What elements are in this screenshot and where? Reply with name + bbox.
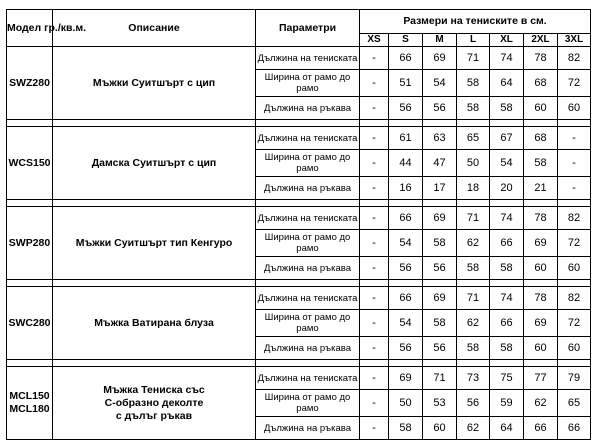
value-cell: 71 (457, 47, 490, 70)
table-row (7, 207, 591, 230)
separator-cell (423, 120, 457, 127)
value-cell: 56 (457, 390, 490, 417)
value-cell: 51 (389, 70, 423, 97)
model-line: MCL180 (9, 403, 50, 415)
separator-cell (423, 280, 457, 287)
value-cell: 60 (524, 97, 558, 120)
value-cell: 58 (457, 337, 490, 360)
table-body (7, 47, 591, 440)
value-cell: 58 (423, 230, 457, 257)
value-cell: 78 (524, 47, 558, 70)
parameter-cell: Ширина от рамо до рамо (256, 150, 360, 177)
separator-cell (558, 200, 591, 207)
value-cell: 66 (524, 417, 558, 440)
separator-cell (423, 360, 457, 367)
value-cell: 74 (490, 47, 524, 70)
value-cell: - (360, 70, 389, 97)
value-cell: 58 (457, 70, 490, 97)
value-cell: - (360, 207, 389, 230)
value-cell: 56 (389, 257, 423, 280)
separator-cell (524, 120, 558, 127)
header-size-xs: XS (360, 33, 389, 46)
value-cell: 69 (423, 47, 457, 70)
value-cell: 66 (490, 230, 524, 257)
value-cell: 64 (490, 70, 524, 97)
table-row (7, 127, 591, 150)
value-cell: 56 (423, 337, 457, 360)
value-cell: - (360, 310, 389, 337)
description-cell: Мъжки Суитшърт с цип (53, 47, 256, 120)
value-cell: - (360, 417, 389, 440)
value-cell: 72 (558, 70, 591, 97)
value-cell: 82 (558, 287, 591, 310)
value-cell: 75 (490, 367, 524, 390)
value-cell: 66 (490, 310, 524, 337)
group-separator (7, 200, 591, 207)
value-cell: 65 (457, 127, 490, 150)
value-cell: - (360, 287, 389, 310)
header-size-xl: XL (490, 33, 524, 46)
description-cell: Мъжка Ватирана блуза (53, 287, 256, 360)
separator-cell (7, 120, 53, 127)
separator-cell (490, 360, 524, 367)
value-cell: 60 (558, 337, 591, 360)
separator-cell (256, 360, 360, 367)
parameter-cell: Ширина от рамо до рамо (256, 390, 360, 417)
separator-cell (53, 280, 256, 287)
value-cell: 58 (389, 417, 423, 440)
description-line: Мъжка Тениска със (103, 383, 205, 396)
table-row (7, 287, 591, 310)
header-model: Модел гр./кв.м. (7, 10, 53, 47)
group-separator (7, 280, 591, 287)
value-cell: 67 (490, 127, 524, 150)
value-cell: 73 (457, 367, 490, 390)
value-cell: 54 (490, 150, 524, 177)
value-cell: - (360, 390, 389, 417)
separator-cell (360, 360, 389, 367)
value-cell: 50 (389, 390, 423, 417)
description-cell (53, 367, 256, 440)
description-line: С-образно деколте (104, 396, 204, 409)
value-cell: 66 (558, 417, 591, 440)
value-cell: 77 (524, 367, 558, 390)
separator-cell (389, 120, 423, 127)
value-cell: 78 (524, 207, 558, 230)
value-cell: 60 (423, 417, 457, 440)
value-cell: 61 (389, 127, 423, 150)
value-cell: - (360, 337, 389, 360)
value-cell: 69 (423, 207, 457, 230)
separator-cell (53, 360, 256, 367)
separator-cell (490, 280, 524, 287)
parameter-cell: Дължина на ръкава (256, 337, 360, 360)
value-cell: 58 (524, 150, 558, 177)
value-cell: 58 (423, 310, 457, 337)
separator-cell (53, 200, 256, 207)
group-separator (7, 360, 591, 367)
separator-cell (256, 280, 360, 287)
value-cell: 60 (524, 257, 558, 280)
separator-cell (457, 120, 490, 127)
model-cell: SWP280 (7, 207, 53, 280)
parameter-cell: Ширина от рамо до рамо (256, 70, 360, 97)
value-cell: 56 (389, 337, 423, 360)
model-cell (7, 367, 53, 440)
value-cell: - (360, 47, 389, 70)
value-cell: 60 (524, 337, 558, 360)
value-cell: 69 (524, 310, 558, 337)
value-cell: 74 (490, 207, 524, 230)
value-cell: 21 (524, 177, 558, 200)
separator-cell (256, 200, 360, 207)
group-separator (7, 120, 591, 127)
value-cell: - (558, 127, 591, 150)
separator-cell (256, 120, 360, 127)
parameter-cell: Дължина на тениската (256, 287, 360, 310)
value-cell: 60 (558, 97, 591, 120)
description-cell: Мъжки Суитшърт тип Кенгуро (53, 207, 256, 280)
value-cell: 72 (558, 230, 591, 257)
value-cell: 54 (423, 70, 457, 97)
parameter-cell: Ширина от рамо до рамо (256, 310, 360, 337)
value-cell: 71 (423, 367, 457, 390)
value-cell: 82 (558, 47, 591, 70)
separator-cell (457, 280, 490, 287)
separator-cell (558, 280, 591, 287)
value-cell: 58 (457, 257, 490, 280)
separator-cell (7, 360, 53, 367)
separator-cell (457, 200, 490, 207)
model-cell: SWC280 (7, 287, 53, 360)
description-cell: Дамска Суитшърт с цип (53, 127, 256, 200)
size-chart-table (6, 9, 591, 440)
separator-cell (53, 120, 256, 127)
value-cell: 66 (389, 207, 423, 230)
separator-cell (389, 360, 423, 367)
value-cell: - (360, 127, 389, 150)
value-cell: - (360, 150, 389, 177)
separator-cell (389, 200, 423, 207)
value-cell: 82 (558, 207, 591, 230)
model-cell: SWZ280 (7, 47, 53, 120)
parameter-cell: Дължина на тениската (256, 207, 360, 230)
value-cell: 47 (423, 150, 457, 177)
parameter-cell: Дължина на ръкава (256, 177, 360, 200)
value-cell: 44 (389, 150, 423, 177)
separator-cell (389, 280, 423, 287)
value-cell: - (360, 230, 389, 257)
value-cell: 63 (423, 127, 457, 150)
value-cell: 68 (524, 70, 558, 97)
value-cell: 56 (389, 97, 423, 120)
value-cell: 58 (490, 337, 524, 360)
header-size-m: M (423, 33, 457, 46)
value-cell: - (360, 177, 389, 200)
value-cell: - (360, 367, 389, 390)
value-cell: 20 (490, 177, 524, 200)
value-cell: 53 (423, 390, 457, 417)
header-size-2xl: 2XL (524, 33, 558, 46)
parameter-cell: Дължина на ръкава (256, 257, 360, 280)
separator-cell (524, 360, 558, 367)
separator-cell (7, 200, 53, 207)
value-cell: 16 (389, 177, 423, 200)
header-size-3xl: 3XL (558, 33, 591, 46)
parameter-cell: Дължина на ръкава (256, 97, 360, 120)
value-cell: 71 (457, 207, 490, 230)
separator-cell (524, 200, 558, 207)
separator-cell (360, 120, 389, 127)
table-row (7, 367, 591, 390)
value-cell: 54 (389, 230, 423, 257)
value-cell: 79 (558, 367, 591, 390)
value-cell: 17 (423, 177, 457, 200)
header-size-s: S (389, 33, 423, 46)
value-cell: 18 (457, 177, 490, 200)
value-cell: 58 (490, 97, 524, 120)
value-cell: 58 (457, 97, 490, 120)
separator-cell (558, 360, 591, 367)
separator-cell (7, 280, 53, 287)
separator-cell (360, 200, 389, 207)
value-cell: 56 (423, 257, 457, 280)
header-sizes-title: Размери на тениските в см. (360, 10, 591, 34)
value-cell: 66 (389, 47, 423, 70)
value-cell: 64 (490, 417, 524, 440)
value-cell: 58 (490, 257, 524, 280)
value-cell: - (558, 177, 591, 200)
header-description: Описание (53, 10, 256, 47)
value-cell: 74 (490, 287, 524, 310)
separator-cell (457, 360, 490, 367)
value-cell: 62 (457, 417, 490, 440)
parameter-cell: Дължина на тениската (256, 47, 360, 70)
value-cell: 72 (558, 310, 591, 337)
separator-cell (490, 200, 524, 207)
value-cell: 69 (423, 287, 457, 310)
parameter-cell: Дължина на тениската (256, 367, 360, 390)
description-line: с дълъг ръкав (115, 409, 193, 422)
parameter-cell: Ширина от рамо до рамо (256, 230, 360, 257)
header-size-l: L (457, 33, 490, 46)
parameter-cell: Дължина на ръкава (256, 417, 360, 440)
parameter-cell: Дължина на тениската (256, 127, 360, 150)
separator-cell (558, 120, 591, 127)
value-cell: 59 (490, 390, 524, 417)
value-cell: - (360, 257, 389, 280)
value-cell: 69 (524, 230, 558, 257)
value-cell: 68 (524, 127, 558, 150)
separator-cell (360, 280, 389, 287)
model-line: MCL150 (9, 390, 50, 402)
table-row (7, 47, 591, 70)
value-cell: 62 (457, 310, 490, 337)
separator-cell (524, 280, 558, 287)
separator-cell (490, 120, 524, 127)
value-cell: 60 (558, 257, 591, 280)
model-cell: WCS150 (7, 127, 53, 200)
value-cell: - (558, 150, 591, 177)
value-cell: 78 (524, 287, 558, 310)
value-cell: 65 (558, 390, 591, 417)
value-cell: 62 (524, 390, 558, 417)
value-cell: 50 (457, 150, 490, 177)
value-cell: 66 (389, 287, 423, 310)
value-cell: 71 (457, 287, 490, 310)
separator-cell (423, 200, 457, 207)
value-cell: - (360, 97, 389, 120)
header-parameters: Параметри (256, 10, 360, 47)
value-cell: 54 (389, 310, 423, 337)
value-cell: 69 (389, 367, 423, 390)
value-cell: 62 (457, 230, 490, 257)
value-cell: 56 (423, 97, 457, 120)
